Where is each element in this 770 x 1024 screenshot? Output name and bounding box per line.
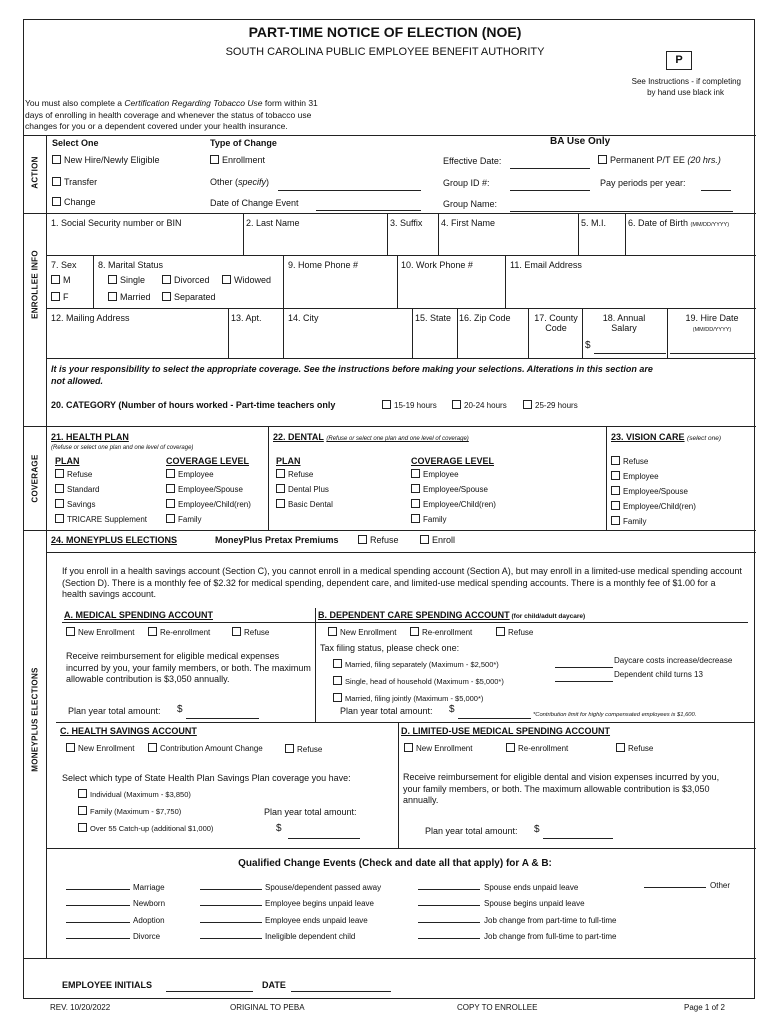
tax-status-options[interactable]: Married, filing separately (Maximum - $2,500*) Single, head of household (Maximum - $5,000*) Married, filing jointly (Maximum - $5,000*) <box>333 657 504 708</box>
email-label[interactable]: 11. Email Address <box>510 260 582 270</box>
divider <box>56 722 754 723</box>
b-refuse-option[interactable]: Refuse <box>496 627 533 637</box>
group-name-label: Group Name: <box>443 199 498 209</box>
pretax-premiums-label: MoneyPlus Pretax Premiums <box>215 535 339 545</box>
pay-periods-field[interactable] <box>701 190 731 191</box>
c-contribution-change-checkbox[interactable] <box>148 743 157 752</box>
health-refuse-checkbox[interactable] <box>55 469 64 478</box>
basic-dental-checkbox[interactable] <box>276 499 285 508</box>
dental-plus-checkbox[interactable] <box>276 484 285 493</box>
dependent-care-title: B. DEPENDENT CARE SPENDING ACCOUNT (for child/adult daycare) <box>318 610 586 620</box>
date-field[interactable] <box>291 991 391 992</box>
vision-emp-child-checkbox[interactable] <box>611 501 620 510</box>
hire-date-label[interactable]: 19. Hire Date (MM/DD/YYYY) <box>685 313 739 333</box>
vision-employee-checkbox[interactable] <box>611 471 620 480</box>
pretax-enroll-option[interactable]: Enroll <box>420 535 455 545</box>
dental-title: 22. DENTAL (Refuse or select one plan and one level of coverage) <box>273 432 469 442</box>
vision-refuse-checkbox[interactable] <box>611 456 620 465</box>
a-re-enrollment-checkbox[interactable] <box>148 627 157 636</box>
health-standard-checkbox[interactable] <box>55 484 64 493</box>
divider <box>23 213 756 214</box>
copy-to-enrollee: COPY TO ENROLLEE <box>457 1003 538 1012</box>
health-family-checkbox[interactable] <box>166 514 175 523</box>
side-column-line <box>46 135 47 958</box>
responsibility-line-1: It is your responsibility to select the appropriate coverage. See the instructions before making your selections. Alterations in this section are <box>51 364 653 374</box>
job-pt-to-ft-date-field[interactable] <box>418 922 480 923</box>
pretax-enroll-checkbox[interactable] <box>420 535 429 544</box>
cell-divider <box>268 426 269 530</box>
health-plan-heading: PLAN <box>55 456 80 466</box>
b-re-enrollment-checkbox[interactable] <box>410 627 419 636</box>
zip-label[interactable]: 16. Zip Code <box>459 313 511 323</box>
limited-use-title: D. LIMITED-USE MEDICAL SPENDING ACCOUNT <box>401 726 611 736</box>
b-new-enrollment-checkbox[interactable] <box>328 627 337 636</box>
other-specify-label: Other (specify) <box>210 177 270 187</box>
divider <box>46 255 756 256</box>
enrollee-side-label: ENROLLEE INFO <box>30 250 40 319</box>
d-refuse-checkbox[interactable] <box>616 743 625 752</box>
group-id-field[interactable] <box>510 190 590 191</box>
ineligible-child-date-field[interactable] <box>200 938 262 939</box>
last-name-label[interactable]: 2. Last Name <box>246 218 300 228</box>
qce-column-1[interactable]: Marriage Newborn Adoption Divorce <box>66 881 165 946</box>
contribution-limit-note: *Contribution limit for highly compensated employees is $1,600. <box>533 712 697 718</box>
hours-20-24-option[interactable]: 20-24 hours <box>452 400 507 410</box>
tobacco-note-line-2: days of enrolling in health coverage and whenever the status of tobacco use <box>25 110 312 120</box>
newborn-date-field[interactable] <box>66 905 130 906</box>
moneyplus-side-label: MONEYPLUS ELECTIONS <box>30 667 40 772</box>
transfer-checkbox[interactable] <box>52 177 61 186</box>
health-level-options[interactable]: Employee Employee/Spouse Employee/Child(ren) Family <box>166 468 251 528</box>
cell-divider <box>283 255 284 308</box>
d-refuse-option[interactable]: Refuse <box>616 743 653 753</box>
limited-use-text: Receive reimbursement for eligible dental and vision expenses incurred by you, your family members, or both. The maximum allowable contribution is $3,050 annually. <box>403 772 720 805</box>
marriage-date-field[interactable] <box>66 889 130 890</box>
dental-plan-heading: PLAN <box>276 456 301 466</box>
spouse-ends-leave-date-field[interactable] <box>418 889 480 890</box>
annual-salary-label[interactable]: 18. Annual Salary <box>602 313 646 333</box>
hours-20-24-checkbox[interactable] <box>452 400 461 409</box>
qce-column-3[interactable]: Spouse ends unpaid leave Spouse begins unpaid leave Job change from part-time to full-time Job change from full-time to part-time <box>418 881 617 946</box>
divider <box>23 135 756 136</box>
separated-option[interactable]: Separated <box>162 292 216 302</box>
cell-divider <box>243 213 244 255</box>
a-new-enrollment-checkbox[interactable] <box>66 627 75 636</box>
sex-f-option[interactable]: F <box>51 292 69 302</box>
transfer-option[interactable]: Transfer <box>52 177 97 187</box>
dob-label[interactable]: 6. Date of Birth (MM/DD/YYYY) <box>628 218 730 228</box>
d-re-enrollment-option[interactable]: Re-enrollment <box>506 743 568 753</box>
health-employee-checkbox[interactable] <box>166 469 175 478</box>
a-dollar-sign: $ <box>177 704 183 715</box>
dental-employee-checkbox[interactable] <box>411 469 420 478</box>
form-title: PART-TIME NOTICE OF ELECTION (NOE) <box>248 24 522 40</box>
health-plan-instructions: (Refuse or select one plan and one level of coverage) <box>51 445 194 451</box>
d-new-enrollment-option[interactable]: New Enrollment <box>404 743 472 753</box>
cell-divider <box>625 213 626 255</box>
effective-date-field[interactable] <box>510 168 590 169</box>
widowed-option[interactable]: Widowed <box>222 275 271 285</box>
other-specify-field[interactable] <box>278 190 421 191</box>
c-contribution-change-option[interactable]: Contribution Amount Change <box>148 743 263 753</box>
new-hire-option[interactable]: New Hire/Newly Eligible <box>52 155 160 165</box>
permanent-pt-checkbox[interactable] <box>598 155 607 164</box>
qce-other[interactable]: Other <box>644 881 730 890</box>
enrollment-checkbox[interactable] <box>210 155 219 164</box>
dental-level-options[interactable]: Employee Employee/Spouse Employee/Child(ren) Family <box>411 468 496 528</box>
home-phone-label[interactable]: 9. Home Phone # <box>288 260 359 270</box>
marital-label: 8. Marital Status <box>98 260 164 270</box>
cell-divider <box>93 255 94 308</box>
a-re-enrollment-option[interactable]: Re-enrollment <box>148 627 210 637</box>
divider <box>46 308 756 309</box>
form-code-badge: P <box>666 51 692 70</box>
first-name-label[interactable]: 4. First Name <box>441 218 496 228</box>
apt-label[interactable]: 13. Apt. <box>231 313 262 323</box>
child-13-date-field[interactable] <box>555 681 613 682</box>
single-option[interactable]: Single <box>108 275 145 285</box>
dental-family-checkbox[interactable] <box>411 514 420 523</box>
married-option[interactable]: Married <box>108 292 151 302</box>
cell-divider <box>228 308 229 358</box>
city-label[interactable]: 14. City <box>288 313 319 323</box>
hsa-over55-checkbox[interactable] <box>78 823 87 832</box>
qce-title: Qualified Change Events (Check and date all that apply) for A & B: <box>238 858 552 869</box>
c-new-enrollment-option[interactable]: New Enrollment <box>66 743 134 753</box>
a-refuse-option[interactable]: Refuse <box>232 627 269 637</box>
medical-spending-text: Receive reimbursement for eligible medical expenses incurred by you, your family members, or both. The maximum allowable contribution is $3,050 annually. <box>66 651 311 684</box>
pretax-refuse-checkbox[interactable] <box>358 535 367 544</box>
job-ft-to-pt-date-field[interactable] <box>418 938 480 939</box>
emp-begins-leave-date-field[interactable] <box>200 905 262 906</box>
married-checkbox[interactable] <box>108 292 117 301</box>
c-plan-year-label: Plan year total amount: <box>264 807 357 817</box>
new-hire-checkbox[interactable] <box>52 155 61 164</box>
health-level-heading: COVERAGE LEVEL <box>166 456 250 466</box>
hours-15-19-option[interactable]: 15-19 hours <box>382 400 437 410</box>
b-plan-year-label: Plan year total amount: <box>340 706 433 716</box>
c-plan-year-field[interactable] <box>288 838 360 839</box>
dental-emp-spouse-checkbox[interactable] <box>411 484 420 493</box>
group-name-field[interactable] <box>510 211 733 212</box>
d-new-enrollment-checkbox[interactable] <box>404 743 413 752</box>
pretax-refuse-option[interactable]: Refuse <box>358 535 399 545</box>
b-refuse-checkbox[interactable] <box>496 627 505 636</box>
cell-divider <box>283 308 284 358</box>
divider <box>46 358 756 359</box>
select-one-heading: Select One <box>52 138 99 148</box>
vision-title: 23. VISION CARE (select one) <box>611 432 722 442</box>
divorced-checkbox[interactable] <box>162 275 171 284</box>
divorce-date-field[interactable] <box>66 938 130 939</box>
state-label[interactable]: 15. State <box>415 313 452 323</box>
hsa-family-checkbox[interactable] <box>78 806 87 815</box>
permanent-pt-option[interactable]: Permanent P/T EE (20 hrs.) <box>598 155 721 165</box>
mailing-address-label[interactable]: 12. Mailing Address <box>51 313 130 323</box>
a-plan-year-field[interactable] <box>186 718 259 719</box>
other-event-date-field[interactable] <box>644 887 706 888</box>
cell-divider <box>606 426 607 530</box>
mfj-checkbox[interactable] <box>333 693 342 702</box>
cell-divider <box>505 255 506 308</box>
c-dollar-sign: $ <box>276 823 282 834</box>
c-refuse-checkbox[interactable] <box>285 744 294 753</box>
county-code-label[interactable]: 17. County Code <box>534 313 578 333</box>
page-number: Page 1 of 2 <box>684 1003 725 1012</box>
moneyplus-title: 24. MONEYPLUS ELECTIONS <box>51 535 178 545</box>
dental-emp-child-checkbox[interactable] <box>411 499 420 508</box>
hoh-checkbox[interactable] <box>333 676 342 685</box>
d-dollar-sign: $ <box>534 824 540 835</box>
instructions-line-2: by hand use black ink <box>647 88 724 97</box>
a-plan-year-label: Plan year total amount: <box>68 706 161 716</box>
cell-divider <box>438 213 439 255</box>
hours-25-29-option[interactable]: 25-29 hours <box>523 400 578 410</box>
salary-field[interactable] <box>594 353 666 354</box>
c-refuse-option[interactable]: Refuse <box>285 744 322 754</box>
form-subtitle: SOUTH CAROLINA PUBLIC EMPLOYEE BENEFIT AUTHORITY <box>225 46 545 58</box>
divorced-option[interactable]: Divorced <box>162 275 210 285</box>
health-plan-title: 21. HEALTH PLAN <box>51 432 129 442</box>
b-re-enrollment-option[interactable]: Re-enrollment <box>410 627 472 637</box>
emp-ends-leave-date-field[interactable] <box>200 922 262 923</box>
instructions-line-1: See Instructions - if completing <box>631 77 741 86</box>
b-dollar-sign: $ <box>449 704 455 715</box>
divider <box>23 426 756 427</box>
original-to-peba: ORIGINAL TO PEBA <box>230 1003 305 1012</box>
d-plan-year-label: Plan year total amount: <box>425 826 518 836</box>
effective-date-label: Effective Date: <box>443 156 502 166</box>
cell-divider <box>582 308 583 358</box>
hours-15-19-checkbox[interactable] <box>382 400 391 409</box>
responsibility-line-2: not allowed. <box>51 376 104 386</box>
divider <box>46 848 756 849</box>
health-emp-child-checkbox[interactable] <box>166 499 175 508</box>
cell-divider <box>315 608 316 722</box>
daycare-change-label: Daycare costs increase/decrease <box>614 656 733 665</box>
hsa-individual-checkbox[interactable] <box>78 789 87 798</box>
separated-checkbox[interactable] <box>162 292 171 301</box>
date-of-change-label: Date of Change Event <box>210 198 299 208</box>
mi-label[interactable]: 5. M.I. <box>581 218 607 228</box>
work-phone-label[interactable]: 10. Work Phone # <box>401 260 473 270</box>
revision-date: REV. 10/20/2022 <box>50 1003 111 1012</box>
divider <box>46 552 756 553</box>
ssn-label[interactable]: 1. Social Security number or BIN <box>51 218 182 228</box>
spouse-begins-leave-date-field[interactable] <box>418 905 480 906</box>
vision-family-checkbox[interactable] <box>611 516 620 525</box>
dental-level-heading: COVERAGE LEVEL <box>411 456 495 466</box>
health-plan-options[interactable]: Refuse Standard Savings TRICARE Supplement <box>55 468 147 528</box>
cell-divider <box>578 213 579 255</box>
cell-divider <box>412 308 413 358</box>
child-13-label: Dependent child turns 13 <box>614 670 703 679</box>
vision-emp-spouse-checkbox[interactable] <box>611 486 620 495</box>
type-of-change-heading: Type of Change <box>210 138 277 148</box>
health-savings-title: C. HEALTH SAVINGS ACCOUNT <box>60 726 197 736</box>
suffix-label[interactable]: 3. Suffix <box>390 218 423 228</box>
tax-status-label: Tax filing status, please check one: <box>320 643 460 653</box>
c-new-enrollment-checkbox[interactable] <box>66 743 75 752</box>
hire-date-field[interactable] <box>670 353 754 354</box>
cell-divider <box>457 308 458 358</box>
date-of-change-field[interactable] <box>316 210 421 211</box>
widowed-checkbox[interactable] <box>222 275 231 284</box>
d-re-enrollment-checkbox[interactable] <box>506 743 515 752</box>
adoption-date-field[interactable] <box>66 922 130 923</box>
sex-m-checkbox[interactable] <box>51 275 60 284</box>
medical-spending-title: A. MEDICAL SPENDING ACCOUNT <box>64 610 214 620</box>
coverage-side-label: COVERAGE <box>30 454 40 503</box>
vision-options[interactable]: Refuse Employee Employee/Spouse Employee/Child(ren) Family <box>611 455 696 530</box>
category-label: 20. CATEGORY (Number of hours worked - Part-time teachers only <box>51 400 336 410</box>
single-checkbox[interactable] <box>108 275 117 284</box>
b-new-enrollment-option[interactable]: New Enrollment <box>328 627 396 637</box>
cell-divider <box>397 255 398 308</box>
health-tricare-checkbox[interactable] <box>55 514 64 523</box>
sex-m-option[interactable]: M <box>51 275 71 285</box>
ba-use-only-heading: BA Use Only <box>550 136 611 147</box>
health-emp-spouse-checkbox[interactable] <box>166 484 175 493</box>
hsa-type-options[interactable]: Individual (Maximum - $3,850) Family (Maximum - $7,750) Over 55 Catch-up (additional $1,000) <box>78 787 213 838</box>
moneyplus-info-text: If you enroll in a health savings account (Section C), you cannot enroll in a medical spending account (Section A), but may enroll in a limited-use medical spending account (Section D). There is a monthly fee of $2.32 for medical spending, dependent care, and limited-use medical spending accounts. There is a monthly fee of $1.00 for a health savings account. <box>62 566 742 599</box>
cell-divider <box>398 722 399 848</box>
cell-divider <box>667 308 668 358</box>
hours-25-29-checkbox[interactable] <box>523 400 532 409</box>
health-savings-checkbox[interactable] <box>55 499 64 508</box>
dental-plan-options[interactable]: Refuse Dental Plus Basic Dental <box>276 468 333 513</box>
employee-initials-field[interactable] <box>166 991 253 992</box>
date-label: DATE <box>262 980 286 990</box>
group-id-label: Group ID #: <box>443 178 490 188</box>
spouse-passed-date-field[interactable] <box>200 889 262 890</box>
qce-column-2[interactable]: Spouse/dependent passed away Employee begins unpaid leave Employee ends unpaid leave Ineligible dependent child <box>200 881 381 946</box>
tobacco-note-line-1: You must also complete a Certification Regarding Tobacco Use form within 31 <box>25 98 318 108</box>
dental-refuse-checkbox[interactable] <box>276 469 285 478</box>
salary-dollar-sign: $ <box>585 340 591 351</box>
divider <box>62 622 748 623</box>
b-plan-year-field[interactable] <box>458 718 531 719</box>
divider <box>23 958 756 959</box>
pay-periods-label: Pay periods per year: <box>600 178 686 188</box>
divider <box>23 530 756 531</box>
hsa-type-label: Select which type of State Health Plan Savings Plan coverage you have: <box>62 773 351 783</box>
sex-label: 7. Sex <box>51 260 77 270</box>
employee-initials-label: EMPLOYEE INITIALS <box>62 980 153 990</box>
mfs-checkbox[interactable] <box>333 659 342 668</box>
tobacco-note-line-3: changes for you or a dependent covered under your health insurance. <box>25 121 288 131</box>
cell-divider <box>528 308 529 358</box>
enrollment-option[interactable]: Enrollment <box>210 155 265 165</box>
a-refuse-checkbox[interactable] <box>232 627 241 636</box>
change-option[interactable]: Change <box>52 197 96 207</box>
daycare-change-date-field[interactable] <box>555 667 613 668</box>
d-plan-year-field[interactable] <box>543 838 613 839</box>
action-side-label: ACTION <box>30 156 40 189</box>
cell-divider <box>387 213 388 255</box>
a-new-enrollment-option[interactable]: New Enrollment <box>66 627 134 637</box>
change-checkbox[interactable] <box>52 197 61 206</box>
sex-f-checkbox[interactable] <box>51 292 60 301</box>
